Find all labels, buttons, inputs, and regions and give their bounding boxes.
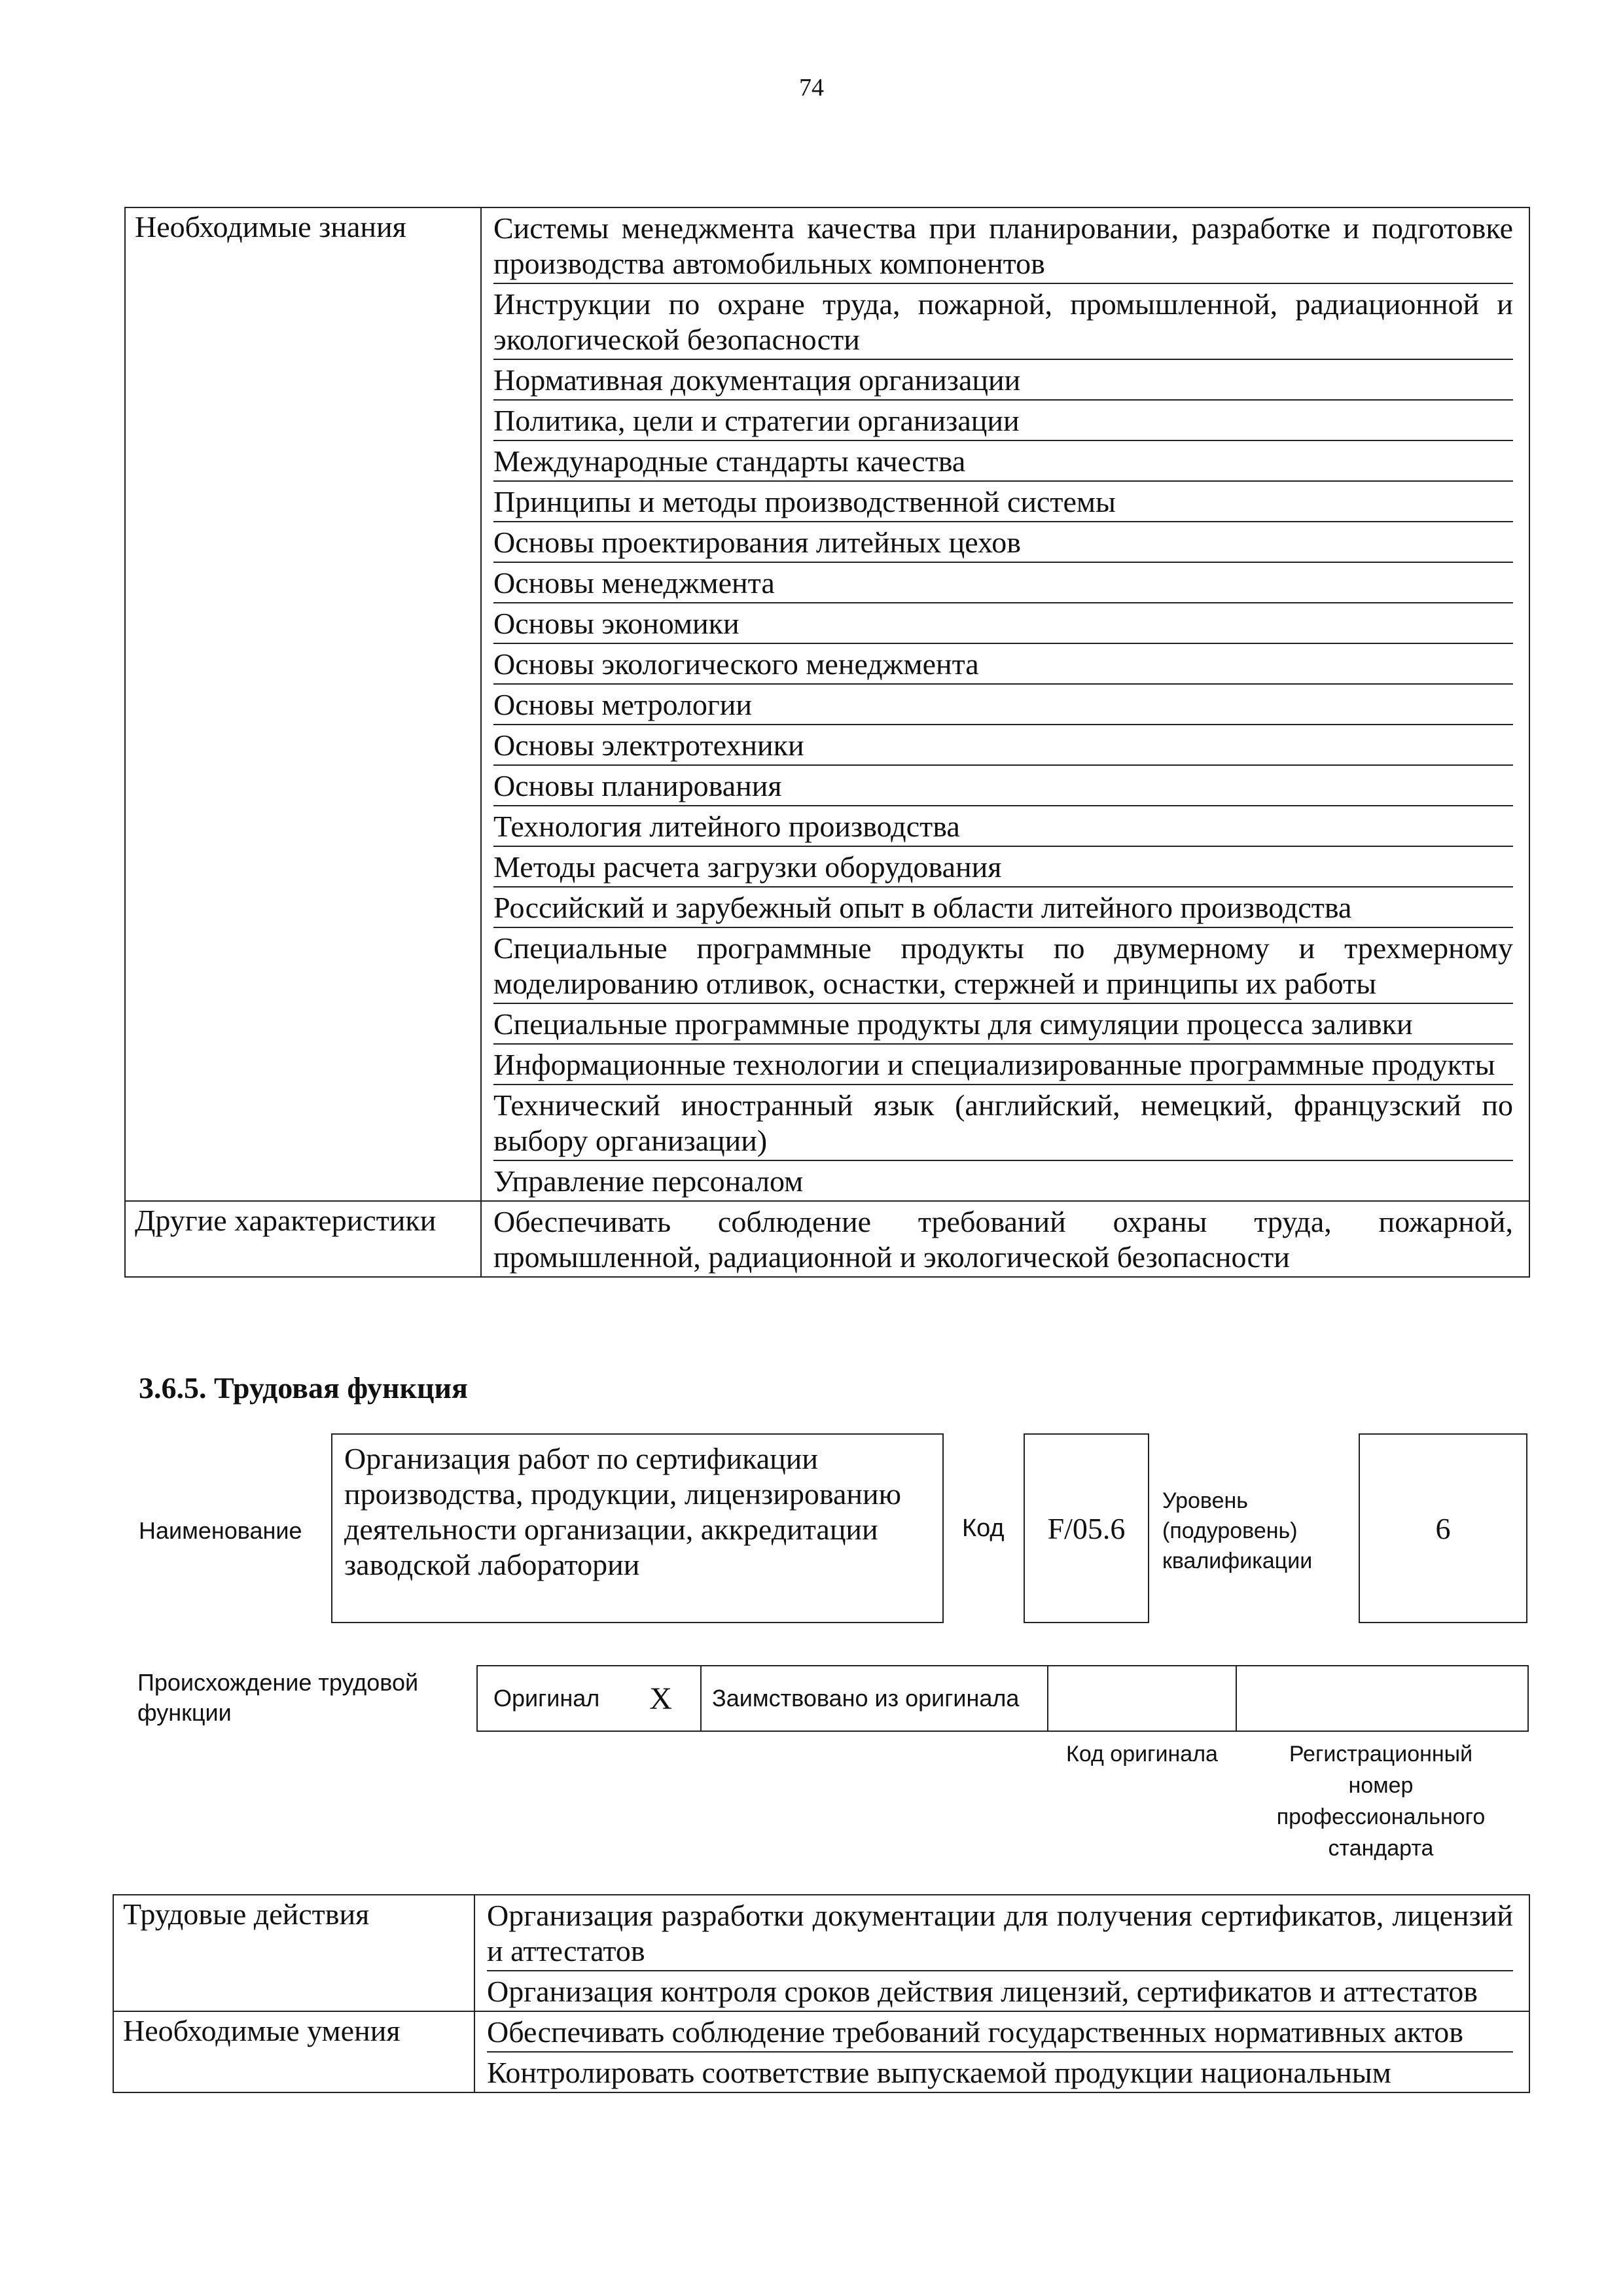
list-item: Управление персоналом (493, 1164, 804, 1198)
reg-number-cell (1236, 1665, 1529, 1732)
list-item: Основы метрологии (493, 685, 1513, 725)
list-item: Инструкции по охране труда, пожарной, промышленной, радиационной и экологической безопасности (493, 284, 1513, 360)
required-skills-list (474, 2011, 1529, 2092)
list-item: Международные стандарты качества (493, 441, 1513, 482)
list-item: Специальные программные продукты по двумерному и трехмерному моделированию отливок, оснастки, стержней и принципы их работы (493, 928, 1513, 1004)
list-item: Основы электротехники (493, 725, 1513, 766)
function-name-box (331, 1433, 944, 1623)
list-item: Обеспечивать соблюдение требований охраны труда, пожарной, промышленной, радиационной и экологической безопасности (493, 1205, 1513, 1274)
code-box (1024, 1433, 1149, 1623)
list-item: Основы проектирования литейных цехов (493, 522, 1513, 563)
function-name-value: Организация работ по сертификации производства, продукции, лицензированию деятельности организации, аккредитации заводской лаборатории (344, 1442, 901, 1581)
table-row (113, 1895, 1529, 2011)
other-characteristics-list (481, 1201, 1529, 1277)
labor-actions-label: Трудовые действия (113, 1895, 474, 2011)
original-code-caption: Код оригинала (1066, 1742, 1218, 1767)
list-item: Специальные программные продукты для симуляции процесса заливки (493, 1004, 1513, 1045)
list-item: Технология литейного производства (493, 806, 1513, 847)
list-item: Методы расчета загрузки оборудования (493, 847, 1513, 888)
list-item: Принципы и методы производственной системы (493, 482, 1513, 522)
list-item: Основы менеджмента (493, 563, 1513, 603)
other-characteristics-label: Другие характеристики (125, 1201, 481, 1277)
required-skills-label: Необходимые умения (113, 2011, 474, 2092)
list-item: Информационные технологии и специализированные программные продукты (493, 1045, 1513, 1085)
list-item: Системы менеджмента качества при планировании, разработке и подготовке производства автомобильных компонентов (493, 208, 1513, 284)
origin-label: Происхождение трудовой функции (137, 1669, 419, 1726)
table-row (113, 2011, 1529, 2092)
list-item: Технический иностранный язык (английский, немецкий, французский по выбору организации) (493, 1085, 1513, 1161)
borrowed-cell (700, 1665, 1048, 1732)
list-item: Политика, цели и стратегии организации (493, 401, 1513, 441)
reg-number-caption: Регистрационный номер профессионального стандарта (1276, 1742, 1486, 1861)
required-knowledge-list (481, 207, 1529, 1201)
list-item: Обеспечивать соблюдение требований государственных нормативных актов (487, 2012, 1513, 2053)
original-mark: X (649, 1681, 672, 1716)
list-item: Российский и зарубежный опыт в области литейного производства (493, 888, 1513, 928)
code-label: Код (962, 1515, 1005, 1542)
table-row (125, 207, 1529, 1201)
list-item: Организация разработки документации для получения сертификатов, лицензий и аттестатов (487, 1895, 1513, 1971)
list-item: Основы экологического менеджмента (493, 644, 1513, 685)
actions-table (113, 1894, 1530, 2093)
name-label: Наименование (139, 1517, 302, 1544)
list-item: Основы планирования (493, 766, 1513, 806)
list-item: Контролировать соответствие выпускаемой продукции национальным (487, 2056, 1391, 2089)
list-item: Основы экономики (493, 603, 1513, 644)
borrowed-label: Заимствовано из оригинала (712, 1685, 1020, 1712)
original-cell (476, 1665, 702, 1732)
knowledge-table (124, 207, 1530, 1278)
section-title: 3.6.5. Трудовая функция (139, 1371, 468, 1405)
level-box (1359, 1433, 1527, 1623)
level-value: 6 (1435, 1511, 1451, 1545)
original-label: Оригинал (493, 1685, 600, 1712)
list-item: Организация контроля сроков действия лицензий, сертификатов и аттестатов (487, 1975, 1478, 2008)
original-code-cell (1047, 1665, 1237, 1732)
page-number: 74 (799, 74, 824, 101)
level-label: Уровень (подуровень) квалификации (1162, 1488, 1313, 1573)
list-item: Нормативная документация организации (493, 360, 1513, 401)
table-row (125, 1201, 1529, 1277)
code-value: F/05.6 (1047, 1511, 1126, 1545)
required-knowledge-label: Необходимые знания (125, 207, 481, 1201)
labor-actions-list (474, 1895, 1529, 2011)
